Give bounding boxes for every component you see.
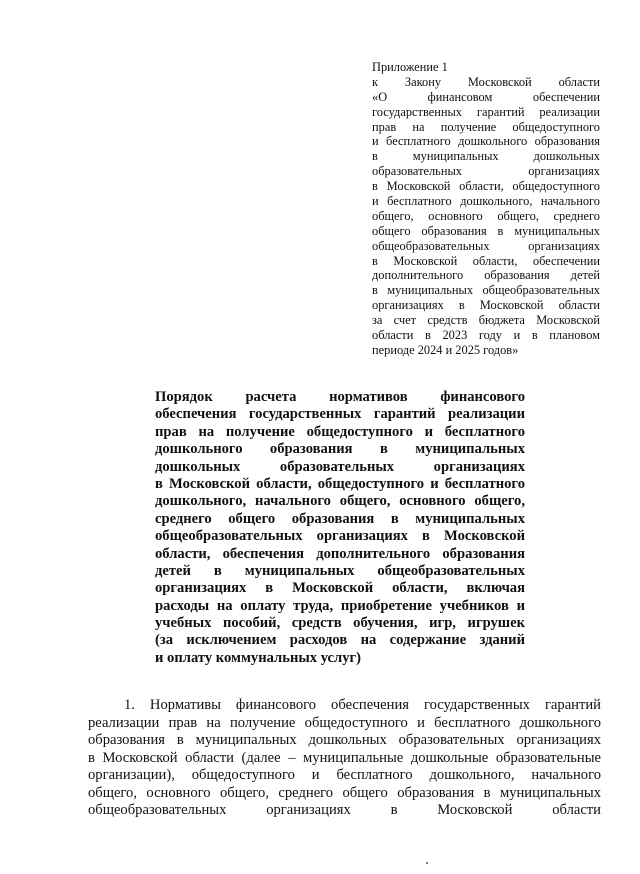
appendix-line: к Закону Московской области (372, 74, 600, 89)
paragraph-1 (88, 697, 601, 820)
title-line: (за исключением расходов на содержание зданий (155, 632, 525, 649)
appendix-line: и бесплатного дошкольного образования (372, 134, 600, 149)
paragraph-line: образования в муниципальных дошкольных образовательных организациях (88, 732, 601, 748)
appendix-line: в муниципальных общеобразовательных (372, 283, 600, 298)
appendix-line: периоде 2024 и 2025 годов» (372, 342, 519, 357)
appendix-line: за счет средств бюджета Московской (372, 313, 600, 328)
paragraph-line: общего, основного общего, среднего общего образования в муниципальных (88, 784, 601, 801)
appendix-line: Приложение 1 (372, 60, 448, 74)
appendix-line: в Московской области, обеспечении (372, 253, 600, 268)
title-line: общеобразовательных организациях в Московской (155, 528, 525, 545)
appendix-line: области в 2023 году и в плановом (372, 328, 600, 343)
appendix-line: «О финансовом обеспечении (372, 89, 600, 104)
title-line: в Московской области, общедоступного и бесплатного (155, 475, 525, 492)
title-line: и оплату коммунальных услуг) (155, 649, 361, 666)
title-line: дошкольного, начального общего, основного общего, (155, 493, 525, 510)
appendix-line: общего, основного общего, среднего (372, 208, 600, 223)
paragraph-line: общеобразовательных организациях в Московской области (88, 802, 601, 818)
appendix-line: государственных гарантий реализации (372, 104, 600, 119)
title-line: обеспечения государственных гарантий реализации (155, 406, 525, 423)
appendix-line: общего образования в муниципальных (372, 223, 600, 238)
title-line: учебных пособий, средств обучения, игр, игрушек (155, 615, 525, 632)
appendix-line: организациях в Московской области (372, 298, 600, 313)
appendix-line: и бесплатного дошкольного, начального (372, 194, 600, 209)
title-line: расходы на оплату труда, приобретение учебников и (155, 597, 525, 614)
document-title (155, 389, 525, 667)
paragraph-line: 1. Нормативы финансового обеспечения государственных гарантий (124, 697, 601, 713)
paragraph-line: реализации прав на получение общедоступного и бесплатного дошкольного (88, 714, 601, 731)
appendix-line: образовательных организациях (372, 164, 600, 179)
appendix-line: прав на получение общедоступного (372, 119, 600, 134)
title-line: прав на получение общедоступного и бесплатного (155, 423, 525, 440)
title-line: детей в муниципальных общеобразовательных (155, 562, 525, 579)
appendix-block (372, 60, 600, 358)
title-line: среднего общего образования в муниципальных (155, 510, 525, 527)
appendix-line: в муниципальных дошкольных (372, 149, 600, 164)
title-line: организациях в Московской области, включая (155, 580, 525, 597)
scan-speck (426, 862, 428, 864)
appendix-line: общеобразовательных организациях (372, 238, 600, 253)
title-line: области, обеспечения дополнительного образования (155, 545, 525, 562)
appendix-line: дополнительного образования детей (372, 268, 600, 283)
paragraph-line: организации), общедоступного и бесплатного дошкольного, начального (88, 767, 601, 783)
paragraph-line: в Московской области (далее – муниципальные дошкольные образовательные (88, 749, 601, 766)
appendix-line: в Московской области, общедоступного (372, 179, 600, 194)
title-line: Порядок расчета нормативов финансового (155, 389, 525, 405)
title-line: дошкольного образования в муниципальных (155, 441, 525, 458)
title-line: дошкольных образовательных организациях (155, 458, 525, 475)
